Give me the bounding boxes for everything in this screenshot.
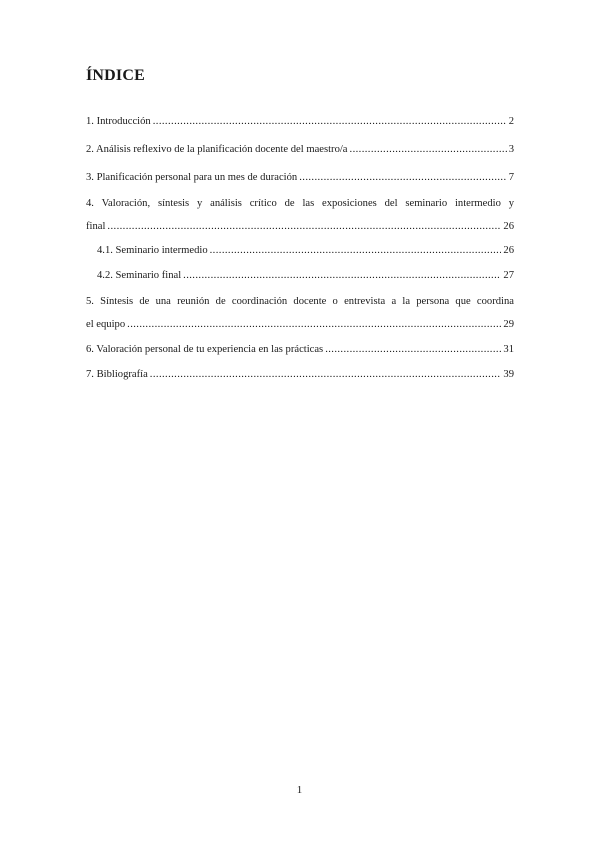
toc-entry-text: final	[86, 221, 106, 232]
toc-entry-planificacion-personal[interactable]	[86, 171, 514, 185]
toc-entry-text: 7. Bibliografía	[86, 369, 148, 380]
toc-entry-page: 31	[503, 344, 514, 355]
toc-entry-text: 4.1. Seminario intermedio	[97, 245, 208, 256]
toc-entry-text: 2. Análisis reflexivo de la planificación docente del maestro/a	[86, 144, 348, 155]
toc-entry-text-line1: 4. Valoración, síntesis y análisis crítico de las exposiciones del seminario intermedio y	[86, 198, 514, 209]
dot-leader	[350, 143, 507, 157]
toc-entry-introduccion[interactable]	[86, 115, 514, 129]
toc-entry-bibliografia[interactable]	[86, 368, 514, 382]
dot-leader	[127, 318, 501, 332]
toc-entry-page: 27	[503, 270, 514, 281]
toc-entry-valoracion-personal[interactable]	[86, 343, 514, 357]
toc-title: ÍNDICE	[86, 67, 145, 84]
toc-entry-seminario-final[interactable]	[86, 269, 514, 283]
toc-entry-analisis-reflexivo[interactable]	[86, 143, 514, 157]
toc-entry-text: 3. Planificación personal para un mes de duración	[86, 172, 298, 183]
toc-entry-seminario-intermedio[interactable]	[86, 244, 514, 258]
page-number: 1	[296, 784, 303, 796]
dot-leader	[183, 269, 501, 283]
dot-leader	[150, 368, 502, 382]
dot-leader	[107, 220, 501, 234]
toc-entry-page: 7	[508, 172, 514, 183]
toc-entry-text: 1. Introducción	[86, 116, 151, 127]
toc-entry-sintesis-reunion[interactable]	[86, 295, 514, 332]
toc-entry-valoracion-seminarios[interactable]	[86, 197, 514, 234]
toc-entry-page: 26	[503, 245, 514, 256]
toc-entry-continuation	[86, 318, 514, 332]
toc-entry-text: 4.2. Seminario final	[97, 270, 182, 281]
toc-entry-page: 2	[508, 116, 514, 127]
toc-entry-text: 6. Valoración personal de tu experiencia en las prácticas	[86, 344, 324, 355]
dot-leader	[153, 115, 507, 129]
table-of-contents	[86, 115, 514, 382]
dot-leader	[299, 171, 506, 185]
toc-entry-page: 26	[503, 221, 514, 232]
toc-entry-text: el equipo	[86, 319, 126, 330]
toc-entry-page: 29	[503, 319, 514, 330]
toc-entry-text-line1: 5. Síntesis de una reunión de coordinación docente o entrevista a la persona que coordina	[86, 296, 514, 307]
dot-leader	[210, 244, 502, 258]
dot-leader	[325, 343, 501, 357]
toc-entry-continuation	[86, 220, 514, 234]
toc-entry-page: 3	[508, 144, 514, 155]
toc-entry-page: 39	[503, 369, 514, 380]
